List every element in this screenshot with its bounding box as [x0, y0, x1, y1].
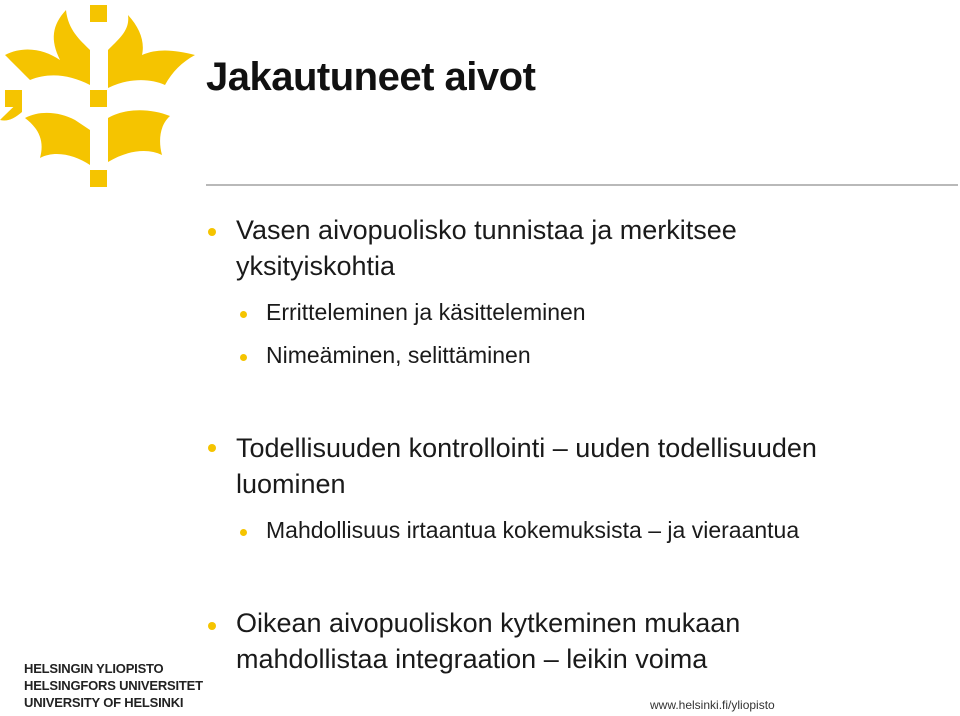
sub-bullet-item: Erritteleminen ja käsitteleminen: [266, 299, 586, 325]
university-name-sv: HELSINGFORS UNIVERSITET: [24, 678, 203, 693]
sub-bullet-item: Nimeäminen, selittäminen: [266, 342, 531, 368]
bullet-dot: [208, 622, 216, 630]
bullet-dot: [208, 228, 216, 236]
bullet-item: Oikean aivopuoliskon kytkeminen mukaan mahdollistaa integraation – leikin voima: [236, 608, 741, 674]
university-name-fi: HELSINGIN YLIOPISTO: [24, 661, 164, 676]
sub-bullet-dot: [240, 354, 247, 361]
sub-bullet-item: Mahdollisuus irtaantua kokemuksista – ja vieraantua: [266, 517, 800, 543]
university-wordmark: [24, 660, 203, 711]
sub-bullet-dot: [240, 529, 247, 536]
footer-url: www.helsinki.fi/yliopisto: [650, 698, 775, 712]
university-name-en: UNIVERSITY OF HELSINKI: [24, 695, 184, 710]
slide-title: Jakautuneet aivot: [206, 55, 536, 99]
bullet-item: Todellisuuden kontrollointi – uuden todellisuuden luominen: [236, 433, 817, 499]
bullet-dot: [208, 444, 216, 452]
sub-bullet-dot: [240, 311, 247, 318]
bullet-item: Vasen aivopuolisko tunnistaa ja merkitsee yksityiskohtia: [236, 215, 737, 281]
